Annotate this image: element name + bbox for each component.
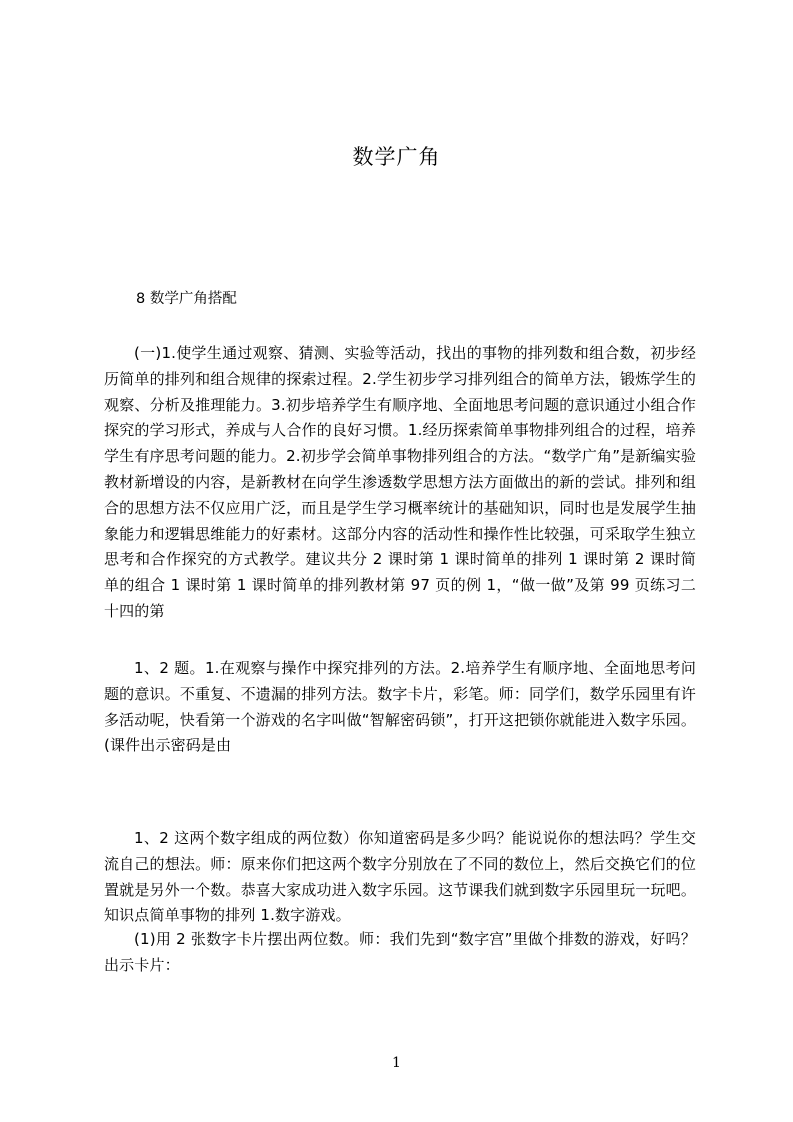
page-number: 1 — [392, 1055, 401, 1071]
section-heading: 8 数学广角搭配 — [136, 291, 237, 307]
paragraph-password-discussion: 1、2 这两个数字组成的两位数）你知道密码是多少吗？能说说你的想法吗？学生交流自己的想法。师：原来你们把这两个数字分别放在了不同的数位上，然后交换它们的位置就是另外一个数。恭喜大家成功进入数字乐园。这节课我们就到数字乐园里玩一玩吧。知识点简单事物的排列 1.数字游戏。 — [104, 829, 696, 925]
paragraph-intro-activity: 1、2 题。1.在观察与操作中探究排列的方法。2.培养学生有顺序地、全面地思考问题的意识。不重复、不遗漏的排列方法。数字卡片，彩笔。师：同学们，数学乐园里有许多活动呢，快看第一个游戏的名字叫做“智解密码锁”，打开这把锁你就能进入数字乐园。(课件出示密码是由 — [104, 659, 696, 755]
paragraph-card-game: (1)用 2 张数字卡片摆出两位数。师：我们先到“数字宫”里做个排数的游戏，好吗？出示卡片： — [104, 930, 696, 974]
paragraph-objectives: (一)1.使学生通过观察、猜测、实验等活动，找出的事物的排列数和组合数，初步经历简单的排列和组合规律的探索过程。2.学生初步学习排列组合的简单方法，锻炼学生的观察、分析及推理能力。3.初步培养学生有顺序地、全面地思考问题的意识通过小组合作探究的学习形式，养成与人合作的良好习惯。1.经历探索简单事物排列组合的过程，培养学生有序思考问题的能力。2.初步学会简单事物排列组合的方法。“数学广角”是新编实验教材新增设的内容，是新教材在向学生渗透数学思想方法方面做出的新的尝试。排列和组合的思想方法不仅应用广泛，而且是学生学习概率统计的基础知识，同时也是发展学生抽象能力和逻辑思维能力的好素材。这部分内容的活动性和操作性比较强，可采取学生独立思考和合作探究的方式教学。建议共分 2 课时第 1 课时简单的排列 1 课时第 2 课时简单的组合 1 课时第 1 课时简单的排列教材第 97 页的例 1，“做一做”及第 99 页练习二十四的第 — [104, 344, 696, 620]
document-title: 数学广角 — [352, 145, 441, 169]
